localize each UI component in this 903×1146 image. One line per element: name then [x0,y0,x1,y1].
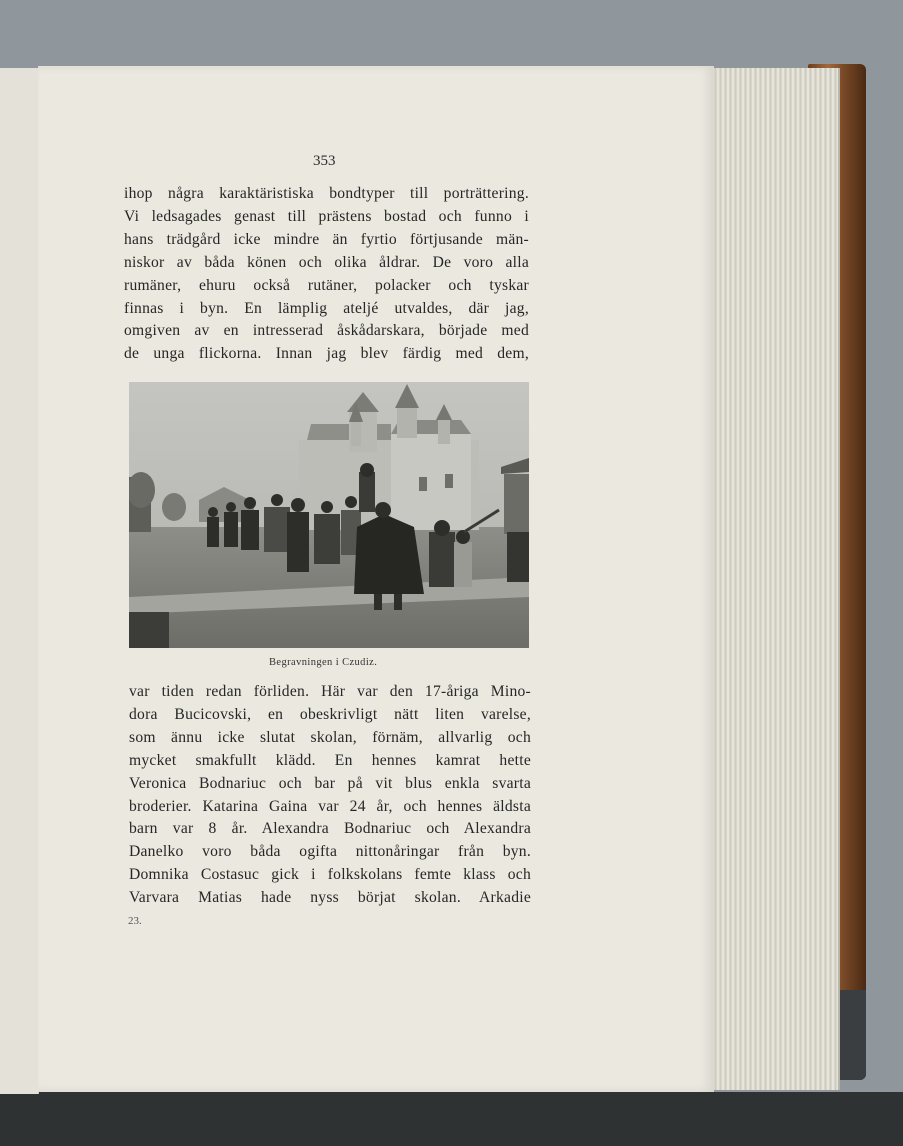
signature-mark: 23. [128,915,142,927]
text-line: ihop några karaktäristiska bondtyper till porträttering. [124,185,529,202]
text-line: var tiden redan förliden. Här var den 17-åriga Mino- [129,683,531,700]
text-line: Danelko voro båda ogifta nittonåringar från byn. [129,843,531,861]
text-line: niskor av båda könen och olika åldrar. De voro alla [124,253,529,271]
text-line: dora Bucicovski, en obeskrivligt nätt liten varelse, [129,705,531,723]
page-edges [712,68,840,1090]
text-line: som ännu icke slutat skolan, förnäm, allvarlig och [129,728,531,746]
left-page-edge [0,68,39,1094]
text-line: Domnika Costasuc gick i folkskolans femte klass och [129,866,531,884]
paragraph-bottom [129,681,531,910]
text-line: broderier. Katarina Gaina var 24 år, och hennes äldsta [129,797,531,815]
text-line: Veronica Bodnariuc och bar på vit blus enkla svarta [129,774,531,792]
funeral-photograph [129,382,529,648]
text-line: Varvara Matias hade nyss börjat skolan. Arkadie [129,889,531,907]
text-line: finnas i byn. En lämplig ateljé utvaldes, där jag, [124,299,529,317]
page-number: 353 [313,153,336,169]
photo-caption: Begravningen i Czudiz. [269,657,378,668]
text-line: mycket smakfullt klädd. En hennes kamrat hette [129,751,531,769]
text-line: Vi ledsagades genast till prästens bostad och funno i [124,207,529,225]
text-line: barn var 8 år. Alexandra Bodnariuc och Alexandra [129,820,531,838]
text-line: omgiven av en intresserad åskådarskara, började med [124,322,529,340]
text-line: hans trädgård icke mindre än fyrtio förtjusande män- [124,230,529,248]
text-line: rumäner, ehuru också rutäner, polacker och tyskar [124,276,529,294]
book-cover-corner [836,990,866,1080]
paragraph-top [124,183,529,366]
table-background [0,1092,903,1146]
text-line: de unga flickorna. Innan jag blev färdig med dem, [124,345,529,363]
